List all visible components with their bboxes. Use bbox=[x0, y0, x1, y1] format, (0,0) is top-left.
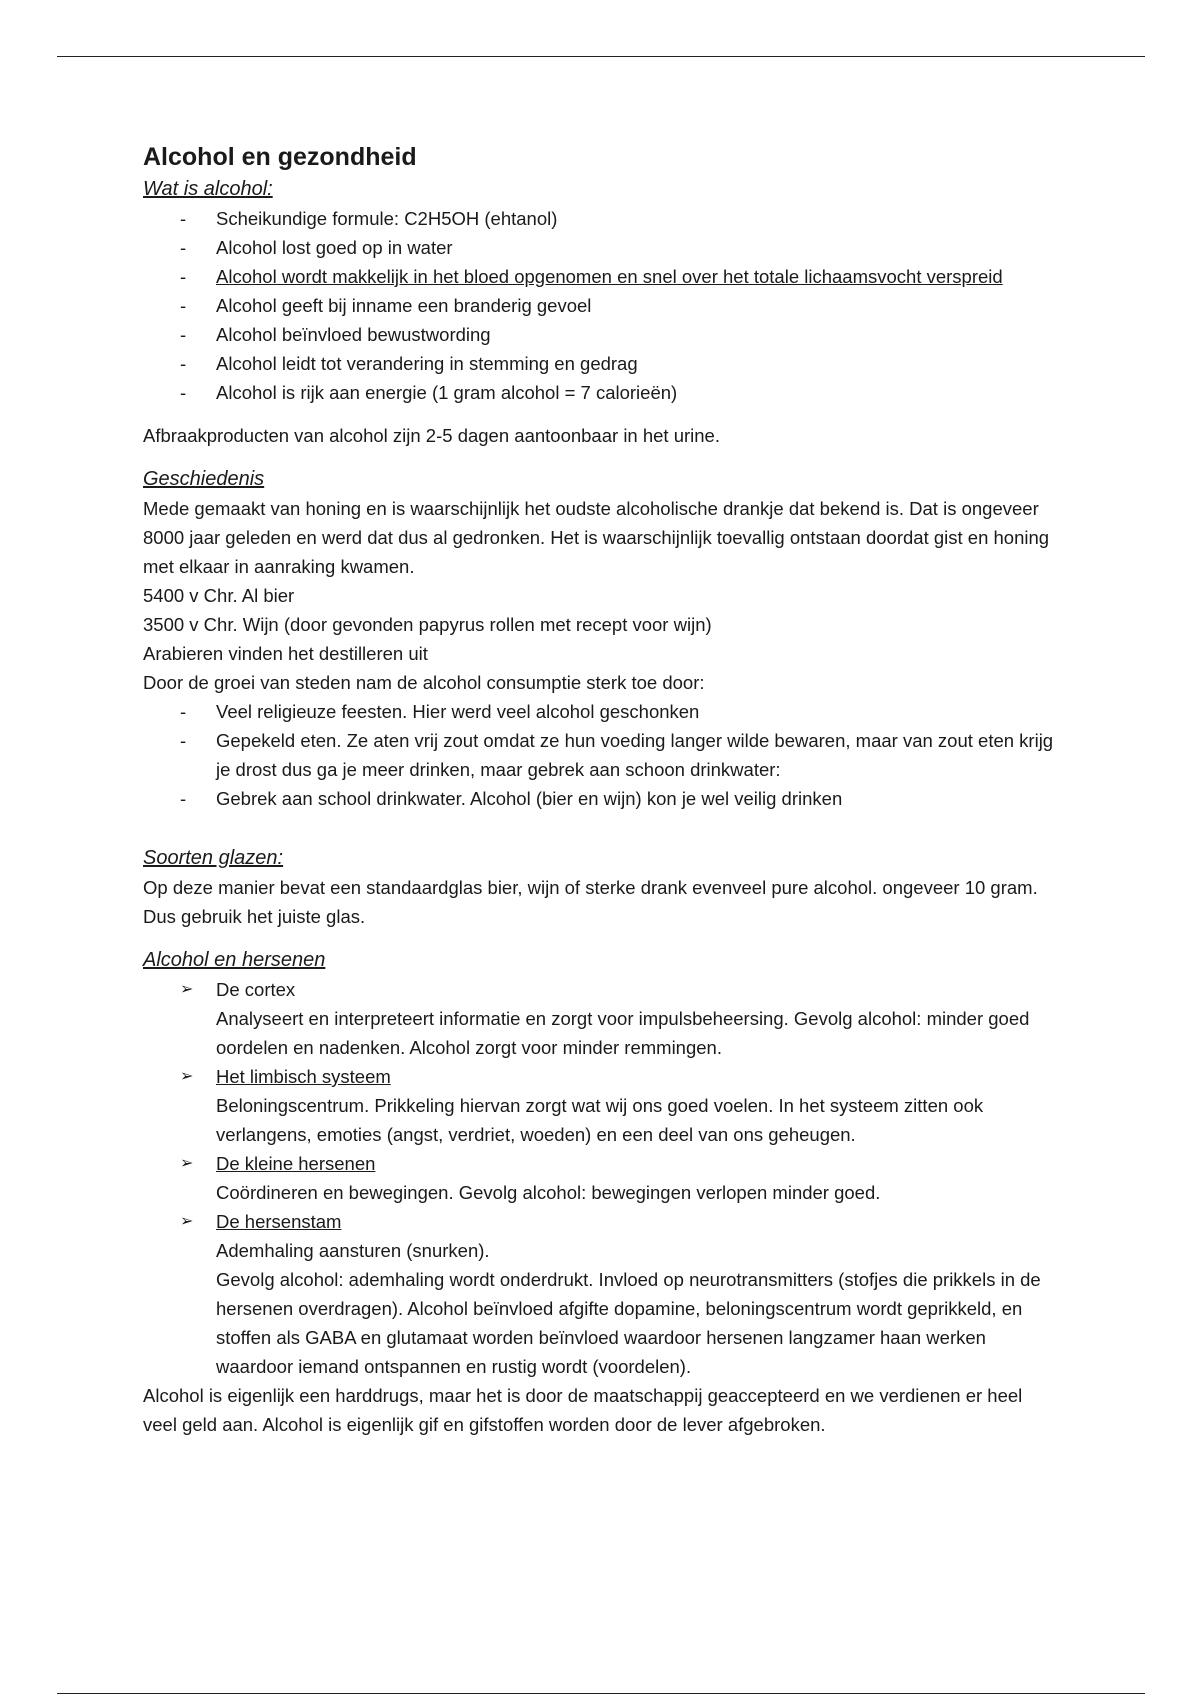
list-item: - Gebrek aan school drinkwater. Alcohol (bier en wijn) kon je wel veilig drinken bbox=[180, 788, 843, 809]
document-page bbox=[143, 140, 1058, 1439]
closing-paragraph: Alcohol is eigenlijk een harddrugs, maar het is door de maatschappij geaccepteerd en we verdienen er heel veel geld aan. Alcohol is eigenlijk gif en gifstoffen worden door de lever afgebroken. bbox=[143, 1385, 1023, 1435]
page-title: Alcohol en gezondheid bbox=[143, 143, 417, 171]
history-list bbox=[143, 697, 1058, 813]
history-line: 5400 v Chr. Al bier bbox=[143, 585, 295, 606]
history-paragraph: Mede gemaakt van honing en is waarschijnlijk het oudste alcoholische drankje dat bekend is. Dat is ongeveer 8000 jaar geleden en werd dat dus al gedronken. Het is waarschijnlijk toevallig ontstaan doordat gist en honing met elkaar in aanraking kwamen. bbox=[143, 498, 1050, 577]
list-item: - Veel religieuze feesten. Hier werd veel alcohol geschonken bbox=[180, 701, 700, 722]
urine-note: Afbraakproducten van alcohol zijn 2-5 dagen aantoonbaar in het urine. bbox=[143, 425, 720, 446]
list-item bbox=[143, 1207, 1058, 1381]
brain-part-title: De kleine hersenen bbox=[216, 1153, 376, 1174]
list-item bbox=[143, 1062, 1058, 1149]
brain-part-title: De hersenstam bbox=[216, 1211, 342, 1232]
arrow-bullet-icon: ➢ bbox=[180, 981, 194, 998]
header-rule bbox=[57, 56, 1145, 57]
section-heading-what-is-alcohol: Wat is alcohol: bbox=[143, 178, 273, 200]
what-is-alcohol-list bbox=[143, 204, 1058, 407]
brain-list bbox=[143, 975, 1058, 1381]
glasses-paragraph: Op deze manier bevat een standaardglas bier, wijn of sterke drank evenveel pure alcohol. ongeveer 10 gram. Dus gebruik het juiste glas. bbox=[143, 877, 1038, 927]
brain-part-text: Beloningscentrum. Prikkeling hiervan zorgt wat wij ons goed voelen. In het systeem zitten ook verlangens, emoties (angst, verdriet, woeden) en een deel van ons geheugen. bbox=[216, 1095, 984, 1145]
section-heading-brain: Alcohol en hersenen bbox=[143, 949, 326, 971]
arrow-bullet-icon: ➢ bbox=[180, 1068, 194, 1085]
history-line: Door de groei van steden nam de alcohol consumptie sterk toe door: bbox=[143, 672, 705, 693]
brain-part-title: De cortex bbox=[216, 979, 296, 1000]
list-item: - Gepekeld eten. Ze aten vrij zout omdat ze hun voeding langer wilde bewaren, maar van zout eten krijg je drost dus ga je meer drinken, maar gebrek aan schoon drinkwater: bbox=[180, 730, 1054, 780]
arrow-bullet-icon: ➢ bbox=[180, 1155, 194, 1172]
brain-part-text: Analyseert en interpreteert informatie en zorgt voor impulsbeheersing. Gevolg alcohol: minder goed oordelen en nadenken. Alcohol zorgt voor minder remmingen. bbox=[216, 1008, 1030, 1058]
arrow-bullet-icon: ➢ bbox=[180, 1213, 194, 1230]
brain-part-title: Het limbisch systeem bbox=[216, 1066, 391, 1087]
brain-part-text: Coördineren en bewegingen. Gevolg alcohol: bewegingen verlopen minder goed. bbox=[216, 1182, 881, 1203]
list-item: - Alcohol is rijk aan energie (1 gram alcohol = 7 calorieën) bbox=[180, 382, 678, 403]
history-line: Arabieren vinden het destilleren uit bbox=[143, 643, 428, 664]
history-line: 3500 v Chr. Wijn (door gevonden papyrus rollen met recept voor wijn) bbox=[143, 614, 712, 635]
list-item: - Alcohol beïnvloed bewustwording bbox=[180, 324, 491, 345]
brain-part-text: Gevolg alcohol: ademhaling wordt onderdrukt. Invloed op neurotransmitters (stofjes die prikkels in de hersenen overdragen). Alcohol beïnvloed afgifte dopamine, beloningscentrum wordt geprikkeld, en stoffen als GABA en glutamaat worden beïnvloed waardoor hersenen langzamer haan werken waardoor iemand ontspannen en rustig wordt (voordelen). bbox=[216, 1269, 1041, 1377]
list-item bbox=[143, 975, 1058, 1062]
list-item: - Alcohol geeft bij inname een branderig gevoel bbox=[180, 295, 592, 316]
list-item: - Alcohol leidt tot verandering in stemming en gedrag bbox=[180, 353, 638, 374]
list-item bbox=[143, 1149, 1058, 1207]
section-heading-history: Geschiedenis bbox=[143, 468, 265, 490]
brain-part-text: Ademhaling aansturen (snurken). bbox=[216, 1240, 490, 1261]
list-item: - Alcohol lost goed op in water bbox=[180, 237, 453, 258]
list-item: - Scheikundige formule: C2H5OH (ehtanol) bbox=[180, 208, 558, 229]
list-item: - Alcohol wordt makkelijk in het bloed opgenomen en snel over het totale lichaamsvocht verspreid bbox=[180, 266, 1003, 287]
footer-rule bbox=[57, 1693, 1145, 1694]
section-heading-glasses: Soorten glazen: bbox=[143, 847, 284, 869]
